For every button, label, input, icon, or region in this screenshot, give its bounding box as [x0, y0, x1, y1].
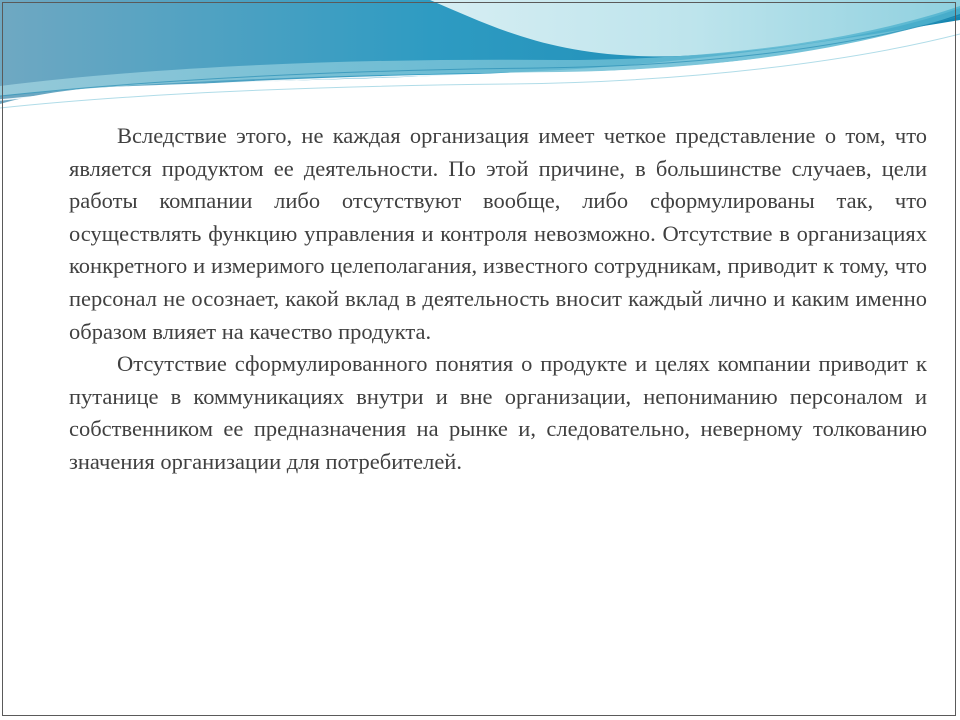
header-wave-decoration — [0, 0, 960, 120]
paragraph-1: Вследствие этого, не каждая организация имеет четкое представление о том, что является продуктом ее деятельности. По этой причине, в большинстве случаев, цели работы компании либо отсутствуют вообще, либо сформулированы так, что осуществлять функцию управления и контроля невозможно. Отсутствие в организациях конкретного и измеримого целеполагания, известного сотрудникам, приводит к тому, что персонал не осознает, какой вклад в деятельность вносит каждый лично и каким именно образом влияет на качество продукта. — [69, 123, 927, 344]
slide-body-text — [69, 120, 927, 479]
paragraph-2: Отсутствие сформулированного понятия о продукте и целях компании приводит к путанице в коммуникациях внутри и вне организации, непониманию персоналом и собственником ее предназначения на рынке и, следовательно, неверному толкованию значения организации для потребителей. — [69, 351, 927, 474]
